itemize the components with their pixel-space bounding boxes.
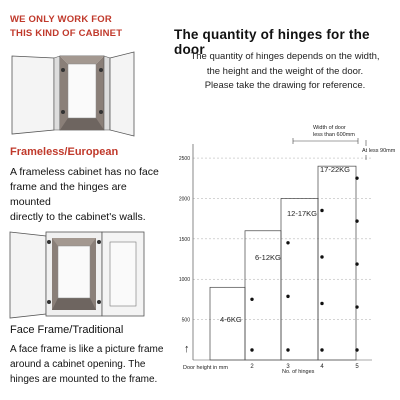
- frameless-line-3: directly to the cabinet's walls.: [10, 211, 146, 223]
- hinge-dot-4-3: [320, 302, 323, 305]
- subtitle-line-2: the height and the weight of the door.: [206, 65, 364, 77]
- hinge-dot-5-1: [355, 176, 358, 179]
- frameless-line-1: A frameless cabinet has no face: [10, 166, 159, 178]
- hinge-dot-3-1: [286, 241, 289, 244]
- grid-layer: [193, 158, 372, 320]
- face-frame-line-1: A face frame is like a picture frame: [10, 344, 164, 355]
- subtitle-line-3: Please take the drawing for reference.: [204, 80, 366, 91]
- weight-label-4: 12-17KG: [287, 209, 318, 218]
- frameless-heading: Frameless/European: [10, 146, 119, 158]
- y-axis-label: Door height in mm: [183, 365, 228, 371]
- face-frame-line-2: around a cabinet opening. The: [10, 359, 146, 370]
- hinge-dot-3-3: [286, 348, 289, 351]
- hinge-dot-4-1: [320, 209, 323, 212]
- y-tick-label-1000: 1000: [178, 277, 190, 284]
- warning-line-2: THIS KIND OF CABINET: [10, 28, 123, 39]
- x-axis-label: No. of hinges: [282, 369, 315, 375]
- width-note-line-1: Width of door: [313, 125, 346, 131]
- warning-line-1: WE ONLY WORK FOR: [10, 14, 112, 25]
- weight-label-5: 17-22KG: [320, 165, 351, 174]
- face-frame-heading: Face Frame/Traditional: [10, 324, 124, 336]
- hinge-dot-5-4: [355, 305, 358, 308]
- y-tick-label-500: 500: [181, 317, 190, 324]
- x-tick-label-5: 5: [355, 364, 359, 370]
- y-tick-label-1500: 1500: [178, 236, 190, 243]
- weight-label-2: 4-6KG: [220, 315, 242, 324]
- y-tick-label-2000: 2000: [178, 196, 190, 203]
- hinge-dot-5-3: [355, 262, 358, 265]
- frameless-line-2: frame and the hinges are mounted: [10, 181, 127, 208]
- door-outline-3: [245, 231, 281, 360]
- face-frame-line-3: hinges are mounted to the frame.: [10, 374, 158, 385]
- hinge-dot-4-2: [320, 255, 323, 258]
- hinge-dot-5-5: [355, 348, 358, 351]
- x-tick-label-2: 2: [250, 364, 254, 370]
- subtitle-line-1: The quantity of hinges depends on the width,: [190, 51, 380, 62]
- hinge-dot-4-4: [320, 348, 323, 351]
- panel-title: The quantity of hinges for the door: [174, 27, 370, 57]
- door-layer: [210, 165, 359, 360]
- weight-label-3: 6-12KG: [255, 253, 281, 262]
- hinge-dot-2-2: [250, 348, 253, 351]
- x-tick-label-3: 3: [286, 364, 290, 370]
- y-tick-label-2500: 2500: [178, 156, 190, 163]
- hinge-dot-3-2: [286, 295, 289, 298]
- door-outline-5: [318, 166, 356, 360]
- hinge-dot-5-2: [355, 219, 358, 222]
- x-tick-label-4: 4: [320, 364, 324, 370]
- width-note-line-2: less than 600mm: [313, 132, 355, 138]
- up-arrow-icon: ↑: [184, 343, 190, 355]
- distance-note: At less 90mm: [362, 148, 396, 154]
- hinge-dot-2-1: [250, 298, 253, 301]
